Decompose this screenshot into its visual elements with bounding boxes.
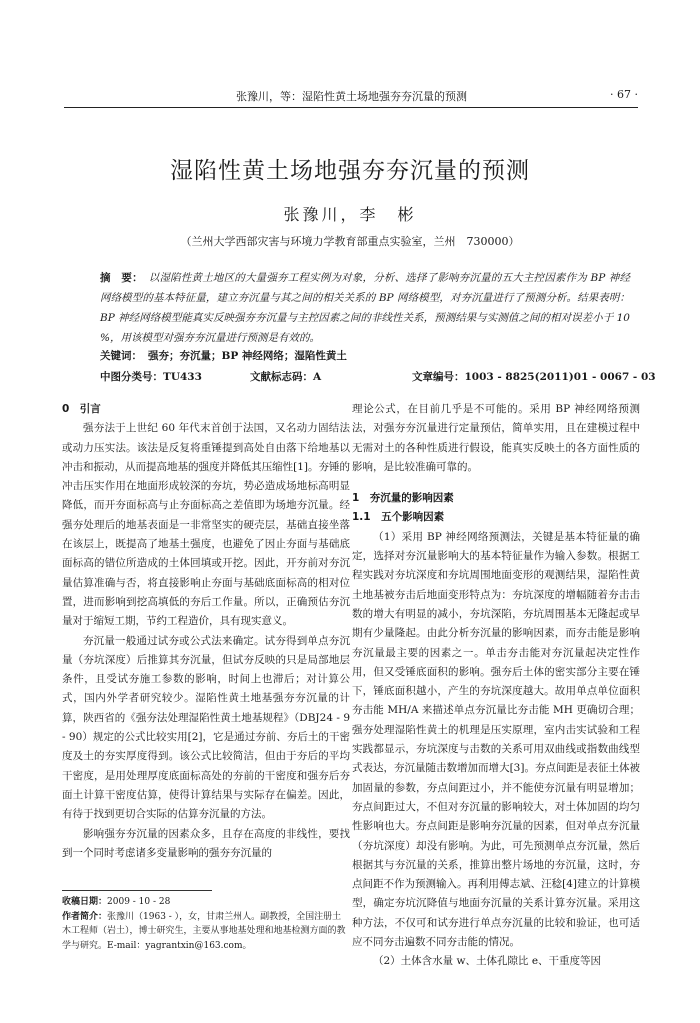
footnote (62, 890, 350, 953)
paragraph: 强夯法于上世纪 60 年代末首创于法国，又名动力固结法或动力压实法。该法是反复将重锤提到高处自由落下给地基以冲击和振动，从而提高地基的强度并降低其压缩性[1]。夯锤的冲击压实作用在地面形成较深的夯坑，势必造成场地标高明显降低，而开夯面标高与止夯面标高之差值即为场地夯沉量。经强夯处理后的地基表面是一非常坚实的硬壳层，基础直接坐落在该层上，既提高了地基土强度，也避免了因止夯面与基础底面标高的错位所造成的土体回填或开挖。因此，开夯前对夯沉量估算准确与否，将直接影响止夯面与基础底面标高的相对位置，进而影响到挖高填低的夯后工作量。所以，正确预估夯沉量对于缩短工期，节约工程造价，具有现实意义。 (62, 422, 350, 628)
author-bio-text: 张豫川（1963 - ），女，甘肃兰州人。副教授，全国注册土木工程师（岩土），博士研究生，主要从事地基处理和地基检测方面的教学与研究。E-mail：yagrantxin@163.com。 (62, 911, 346, 951)
author-bio-label: 作者简介： (62, 911, 108, 922)
footnote-rule (62, 890, 212, 891)
paragraph: 影响强夯夯沉量的因素众多，且存在高度的非线性，要找到一个同时考虑诸多变量影响的强夯夯沉量的 (62, 827, 350, 859)
left-column (62, 400, 350, 863)
section-heading-1: 1 夯沉量的影响因素 (352, 492, 454, 505)
keywords-label: 关键词： (100, 350, 142, 362)
paragraph: （2）土体含水量 w、土体孔隙比 e、干重度等因 (373, 955, 602, 968)
document-code: 文献标志码：A (250, 371, 322, 383)
received-label: 收稿日期： (62, 897, 108, 907)
author-bio (62, 910, 350, 954)
header-rule (64, 107, 638, 108)
paragraph: 理论公式，在目前几乎是不可能的。采用 BP 神经网络预测法，对强夯夯沉量进行定量预估，简单实用，且在建模过程中无需对土的各种性质进行假设，能真实反映土的各方面性质的影响，是比较准确可靠的。 (352, 403, 640, 473)
running-title: 张豫川，等：湿陷性黄土场地强夯夯沉量的预测 (236, 90, 467, 103)
clc-number: 中图分类号：TU433 (100, 371, 202, 383)
article-number: 文章编号：1003 - 8825(2011)01 - 0067 - 03 (412, 371, 656, 383)
received-date (62, 895, 350, 910)
received-value: 2009 - 10 - 28 (107, 897, 171, 907)
running-header (64, 88, 638, 104)
classification-line (100, 369, 656, 385)
article-authors: 张豫川，李 彬 (283, 205, 417, 224)
paragraph: 夯沉量一般通过试夯或公式法来确定。试夯得到单点夯沉量（夯坑深度）后推算其夯沉量，但试夯反映的只是局部地层条件，且受试夯施工参数的影响，时间上也滞后；对计算公式，国内外学者研究较少。湿陷性黄土地基强夯夯沉量的计算，陕西省的《强夯法处理湿陷性黄土地基规程》（DBJ24 - 9 - 90）规定的公式比较实用[2]，它是通过夯前、夯后土的干密度及土的夯实厚度得到。该公式比较简洁，但由于夯后的平均干密度，是用处理厚度底面标高处的夯前的干密度和强夯后夯面土计算干密度估算，使得计算结果与实际存在偏差。因此，有待于找到更切合实际的估算夯沉量的方法。 (62, 634, 350, 821)
right-column (352, 400, 640, 972)
keywords (100, 348, 630, 363)
page-number: · 67 · (610, 88, 638, 101)
article-title: 湿陷性黄土场地强夯夯沉量的预测 (170, 158, 530, 184)
keywords-text: 强夯；夯沉量；BP 神经网络；湿陷性黄土 (148, 350, 347, 362)
abstract (100, 268, 630, 348)
section-heading-intro: 0 引言 (62, 403, 101, 415)
article-affiliation: （兰州大学西部灾害与环境力学教育部重点实验室，兰州 730000） (180, 235, 520, 248)
abstract-text: 以湿陷性黄土地区的大量强夯工程实例为对象，分析、选择了影响夯沉量的五大主控因素作为 BP 神经网络模型的基本特征量，建立夯沉量与其之间的相关关系的 BP 网络模型，对夯沉量进行了预测分析。结果表明：BP 神经网络模型能真实反映强夯夯沉量与主控因素之间的非线性关系，预测结果与实测值之间的相对误差小于 10 %，用该模型对强夯夯沉量进行预测是有效的。 (100, 272, 630, 344)
abstract-label: 摘 要： (100, 272, 143, 284)
subsection-heading-1-1: 1.1 五个影响因素 (352, 511, 445, 524)
paragraph: （1）采用 BP 神经网络预测法，关键是基本特征量的确定，选择对夯沉量影响大的基本特征量作为输入参数。根据工程实践对夯坑深度和夯坑周围地面变形的观测结果，湿陷性黄土地基被夯击后地面变形特点为：夯坑深度的增幅随着夯击击数的增大有明显的减小，夯坑深陷，夯坑周围基本无隆起或早期有少量隆起。由此分析夯沉量的影响因素，而夯击能是影响夯沉量最主要的因素之一。单击夯击能对夯沉量起决定性作用，但又受锤底面积的影响。强夯后土体的密实部分主要在锤下，锤底面积越小，产生的夯坑深度越大。故用单点单位面积夯击能 MH/A 来描述单点夯沉量比夯击能 MH 更确切合理；强夯处理湿陷性黄土的机理是压实原理，室内击实试验和工程实践都显示，夯坑深度与击数的关系可用双曲线或指数曲线型式表达，夯沉量随击数增加而增大[3]。夯点间距是表征土体被加固量的参数，夯点间距过小，并不能使夯沉量有明显增加；夯点间距过大，不但对夯沉量的影响较大，对土体加固的均匀性影响也大。夯点间距是影响夯沉量的因素，但对单点夯沉量（夯坑深度）却没有影响。为此，可先预测单点夯沉量，然后根据其与夯沉量的关系，推算出整片场地的夯沉量，这时，夯点间距不作为预测输入。再利用傅志斌、汪稔[4]建立的计算模型，确定夯坑沉降值与地面夯沉量的关系计算夯沉量。采用这种方法，不仅可和试夯进行单点夯沉量的比较和验证，也可适应不同夯击遍数不同夯击能的情况。 (352, 530, 640, 949)
